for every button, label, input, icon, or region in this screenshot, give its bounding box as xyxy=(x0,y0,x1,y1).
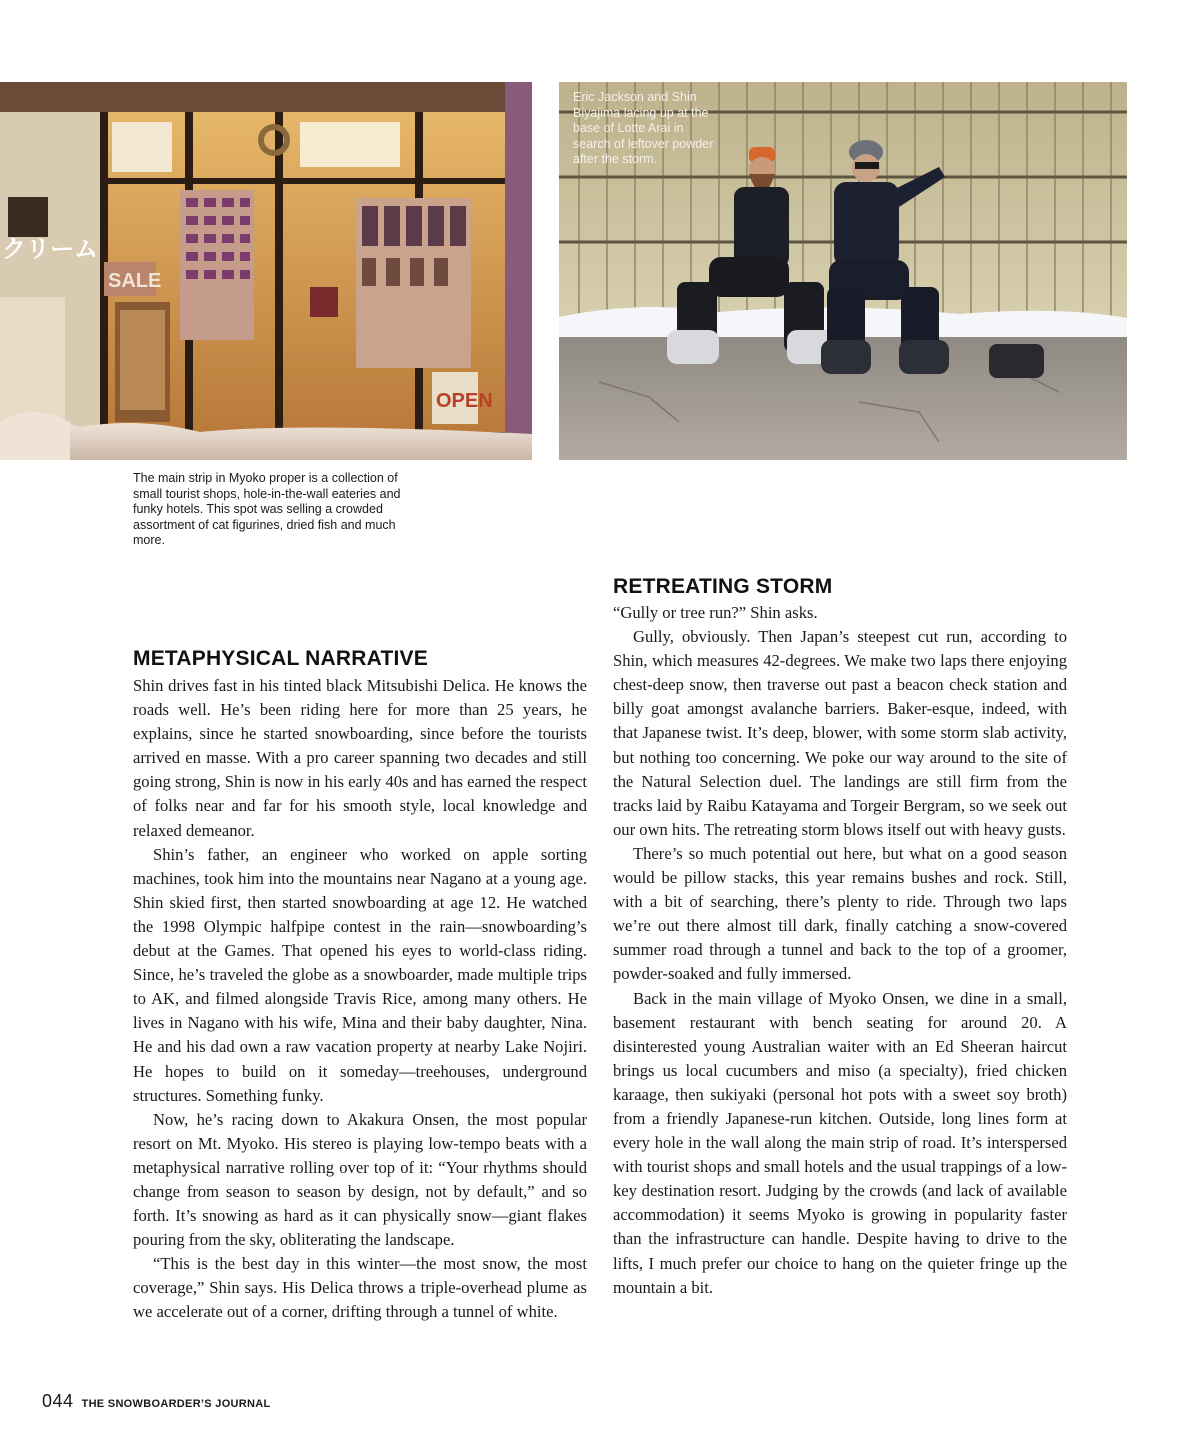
paragraph: “Gully or tree run?” Shin asks. xyxy=(613,603,818,622)
page-number: 044 xyxy=(42,1391,74,1411)
paragraph: Shin drives fast in his tinted black Mitsubishi Delica. He knows the roads well. He’s been riding here for more than 25 years, he explains, since he started snowboarding, since before the tourists arrived en masse. With a pro career spanning two decades and still going strong, Shin is now in his early 40s and has earned the respect of folks near and far for his smooth style, local knowledge and relaxed demeanor. xyxy=(133,676,587,840)
paragraph: “This is the best day in this winter—the most snow, the most coverage,” Shin says. His Delica throws a triple-overhead plume as we accelerate out of a corner, drifting through a tunnel of white. xyxy=(133,1254,587,1322)
article-column-left xyxy=(133,674,587,1325)
sale-sign: SALE xyxy=(108,270,162,292)
riders-photo-caption: Eric Jackson and Shin Biyajima lacing up at the base of Lotte Arai in search of leftover powder after the storm. xyxy=(573,90,714,166)
publication-name: THE SNOWBOARDER’S JOURNAL xyxy=(81,1398,271,1410)
cream-sign: クリーム xyxy=(2,235,98,263)
paragraph: Back in the main village of Myoko Onsen, we dine in a small, basement restaurant with bench seating for around 20. A disinterested young Australian waiter with an Ed Sheeran haircut brings us local cucumbers and miso (a specialty), fried chicken karaage, then sukiyaki (personal hot pots with a sweet soy broth) from a friendly Japanese-run kitchen. Outside, long lines form at every hole in the wall along the main strip of road. It’s interspersed with tourist shops and small hotels and the usual trappings of a low-key destination resort. Judging by the crowds (and lack of available accommodation) it seems Myoko is growing in popularity faster than the infrastructure can handle. Despite having to drive to the lifts, I much prefer our choice to hang on the quieter fringe up the mountain a bit. xyxy=(613,988,1067,1297)
paragraph: There’s so much potential out here, but what on a good season would be pillow stacks, this year remains bushes and rock. Still, with a bit of searching, there’s plenty to ride. Through two laps we’re out there almost till dark, finally catching a snow-covered summer road through a tunnel and back to the top of a groomer, powder-soaked and fully immersed. xyxy=(613,843,1067,984)
open-sign: OPEN xyxy=(436,390,493,412)
section-heading-retreating-storm: RETREATING STORM xyxy=(613,575,833,598)
shopfront-photo-caption: The main strip in Myoko proper is a collection of small tourist shops, hole-in-the-wall eateries and funky hotels. This spot was selling a crowded assortment of cat figurines, dried fish and much more. xyxy=(133,471,401,547)
paragraph: Shin’s father, an engineer who worked on apple sorting machines, took him into the mountains near Nagano at a young age. Shin skied first, then started snowboarding at age 12. He watched the 1998 Olympic halfpipe contest in the rain—snowboarding’s debut at the Games. That opened his eyes to world-class riding. Since, he’s traveled the globe as a snowboarder, made multiple trips to AK, and filmed alongside Travis Rice, among many others. He lives in Nagano with his wife, Mina and their baby daughter, Nina. He and his dad own a raw vacation property at nearby Lake Nojiri. He hopes to build on it someday—treehouses, underground structures. Something funky. xyxy=(133,844,587,1105)
shopfront-photo xyxy=(0,82,532,460)
section-heading-metaphysical-narrative: METAPHYSICAL NARRATIVE xyxy=(133,647,428,670)
paragraph: Now, he’s racing down to Akakura Onsen, the most popular resort on Mt. Myoko. His stereo is playing low-tempo beats with a metaphysical narrative rolling over top of it: “Your rhythms should change from season to season by design, not by default,” and so forth. It’s snowing as hard as it can physically snow—giant flakes pouring from the sky, obliterating the landscape. xyxy=(133,1109,587,1250)
paragraph: Gully, obviously. Then Japan’s steepest cut run, according to Shin, which measures 42-degrees. We make two laps there enjoying chest-deep snow, then traverse out past a beacon check station and billy goat amongst avalanche barriers. Baker-esque, indeed, with that Japanese twist. It’s deep, blower, with some storm slab activity, but nothing too concerning. We poke our way around to the site of the Natural Selection duel. The landings are still firm from the tracks laid by Raibu Katayama and Torgeir Bergram, so we seek out our own hits. The retreating storm blows itself out with heavy gusts. xyxy=(613,627,1067,839)
article-column-right xyxy=(613,601,1067,1300)
page-footer xyxy=(42,1391,271,1412)
shopfront-illustration xyxy=(0,82,532,460)
